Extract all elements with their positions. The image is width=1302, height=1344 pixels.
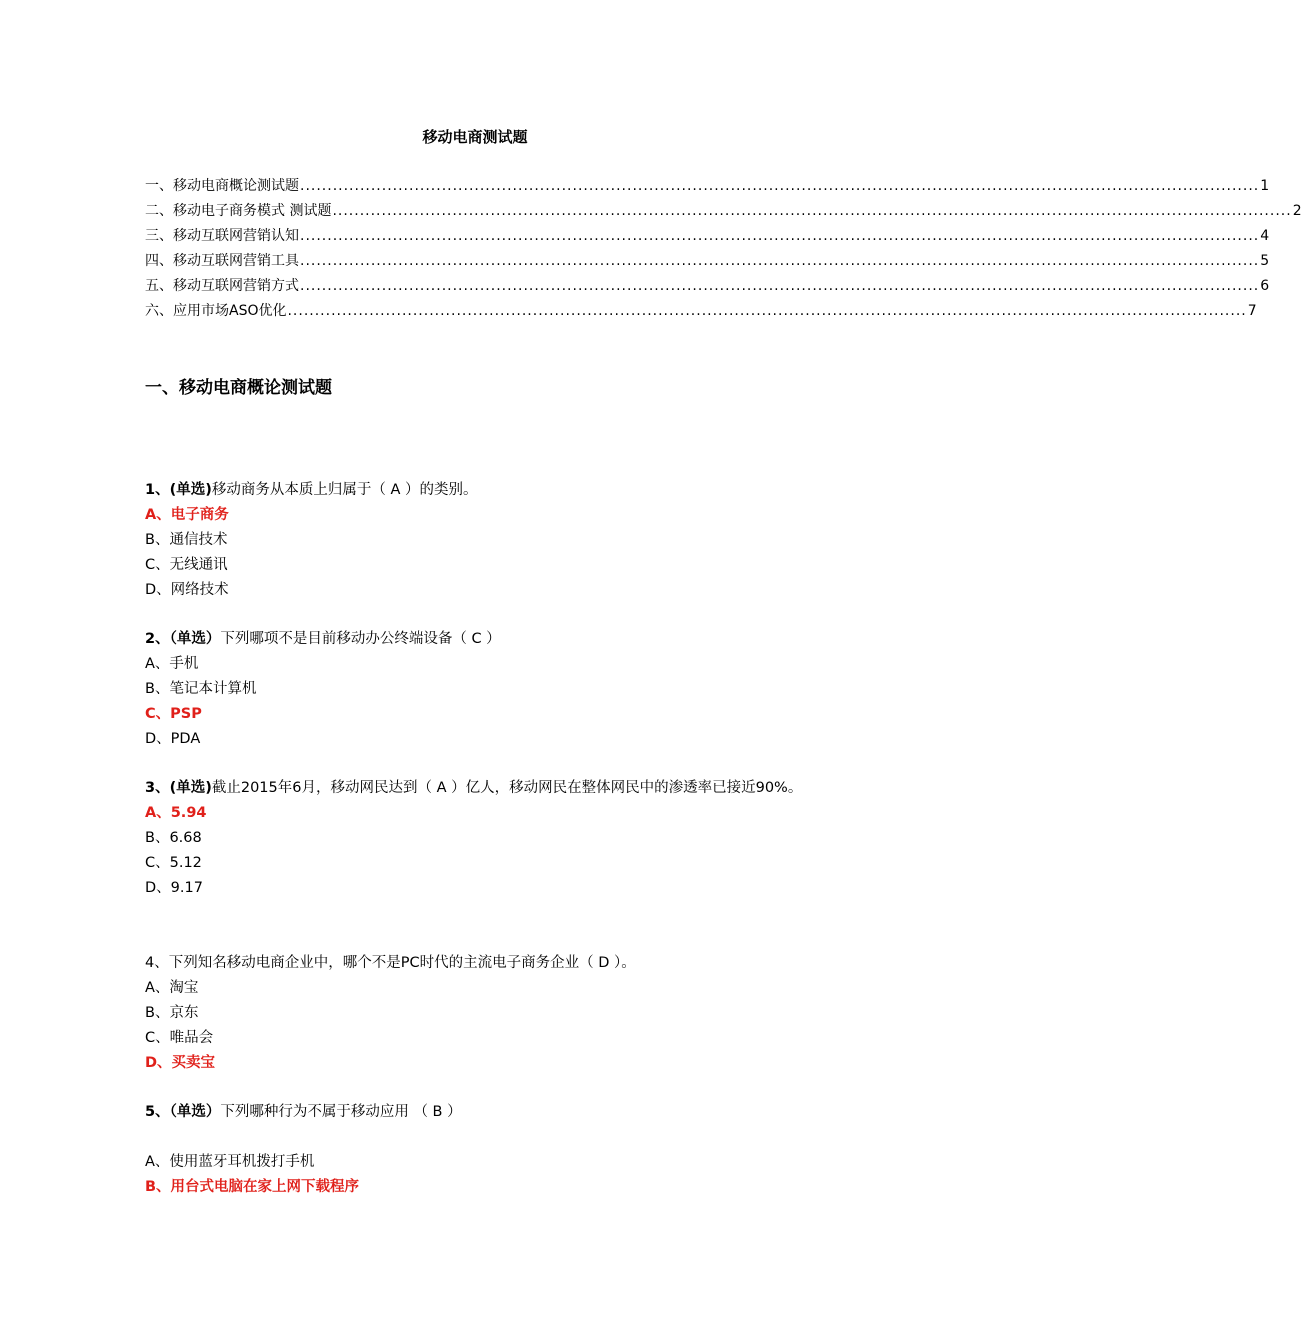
blank-line <box>145 1125 810 1150</box>
question-type-prefix: 2、（单选） <box>145 631 221 647</box>
toc-dot-leader: ................................................................................................................................................................................ <box>300 253 1260 269</box>
toc-entry-label: 五、移动互联网营销方式 <box>145 278 299 294</box>
answer-option: D、9.17 <box>145 880 203 896</box>
document-title: 移动电商测试题 <box>422 128 528 146</box>
toc-entry[interactable] <box>145 274 1270 299</box>
toc-dot-leader: ................................................................................................................................................................................ <box>300 228 1260 244</box>
table-of-contents <box>145 174 1302 324</box>
question-5 <box>145 1100 810 1200</box>
question-stem <box>145 776 810 801</box>
toc-entry-label: 四、移动互联网营销工具 <box>145 253 299 269</box>
answer-option: C、5.12 <box>145 855 202 871</box>
answer-option-correct: A、电子商务 <box>145 507 229 523</box>
toc-dot-leader: ................................................................................................................................................................................ <box>332 203 1292 219</box>
answer-option-correct: C、PSP <box>145 706 202 722</box>
toc-entry-label: 三、移动互联网营销认知 <box>145 228 299 244</box>
answer-option-correct: B、用台式电脑在家上网下载程序 <box>145 1179 360 1195</box>
question-text: 移动商务从本质上归属于（ A ）的类别。 <box>211 482 478 498</box>
question-stem <box>145 1100 810 1125</box>
toc-entry-page: 4 <box>1260 228 1270 244</box>
answer-option: A、淘宝 <box>145 980 199 996</box>
answer-option-correct: A、5.94 <box>145 805 207 821</box>
toc-entry-label: 六、应用市场ASO优化 <box>145 303 287 319</box>
question-1 <box>145 478 810 603</box>
question-text: 下列哪项不是目前移动办公终端设备（ C ） <box>220 631 501 647</box>
toc-entry[interactable] <box>145 199 1302 224</box>
question-type-prefix: 1、(单选) <box>145 482 212 498</box>
toc-entry-page: 7 <box>1247 303 1257 319</box>
answer-option: A、使用蓝牙耳机拨打手机 <box>145 1154 315 1170</box>
toc-entry[interactable] <box>145 224 1270 249</box>
toc-entry-page: 6 <box>1260 278 1270 294</box>
answer-option-correct: D、买卖宝 <box>145 1055 216 1071</box>
answer-option: C、无线通讯 <box>145 557 228 573</box>
toc-entry-label: 二、移动电子商务模式 测试题 <box>145 203 332 219</box>
answer-option: D、PDA <box>145 731 201 747</box>
toc-entry[interactable] <box>145 249 1270 274</box>
answer-option: B、通信技术 <box>145 532 228 548</box>
question-3 <box>145 776 810 901</box>
answer-option: B、6.68 <box>145 830 202 846</box>
toc-dot-leader: ................................................................................................................................................................................ <box>287 303 1247 319</box>
answer-option: B、京东 <box>145 1005 199 1021</box>
question-text: 截止2015年6月，移动网民达到（ A ）亿人，移动网民在整体网民中的渗透率已接近90%。 <box>211 780 803 796</box>
toc-entry[interactable] <box>145 299 1257 324</box>
question-text: 下列哪种行为不属于移动应用 （ B ） <box>220 1104 462 1120</box>
question-4 <box>145 951 810 1076</box>
question-stem <box>145 627 810 652</box>
toc-dot-leader: ................................................................................................................................................................................ <box>300 178 1260 194</box>
answer-option: C、唯品会 <box>145 1030 214 1046</box>
answer-option: A、手机 <box>145 656 199 672</box>
question-stem <box>145 478 810 503</box>
question-2 <box>145 627 810 752</box>
question-text: 4、下列知名移动电商企业中，哪个不是PC时代的主流电子商务企业（ D ）。 <box>145 955 636 971</box>
question-stem <box>145 951 810 976</box>
question-type-prefix: 3、(单选) <box>145 780 212 796</box>
section-heading: 一、移动电商概论测试题 <box>145 378 332 398</box>
toc-entry-page: 5 <box>1260 253 1270 269</box>
toc-entry-page: 2 <box>1292 203 1302 219</box>
toc-entry-label: 一、移动电商概论测试题 <box>145 178 299 194</box>
toc-dot-leader: ................................................................................................................................................................................ <box>300 278 1260 294</box>
question-type-prefix: 5、（单选） <box>145 1104 221 1120</box>
toc-entry[interactable] <box>145 174 1270 199</box>
toc-entry-page: 1 <box>1260 178 1270 194</box>
answer-option: B、笔记本计算机 <box>145 681 257 697</box>
answer-option: D、网络技术 <box>145 582 229 598</box>
